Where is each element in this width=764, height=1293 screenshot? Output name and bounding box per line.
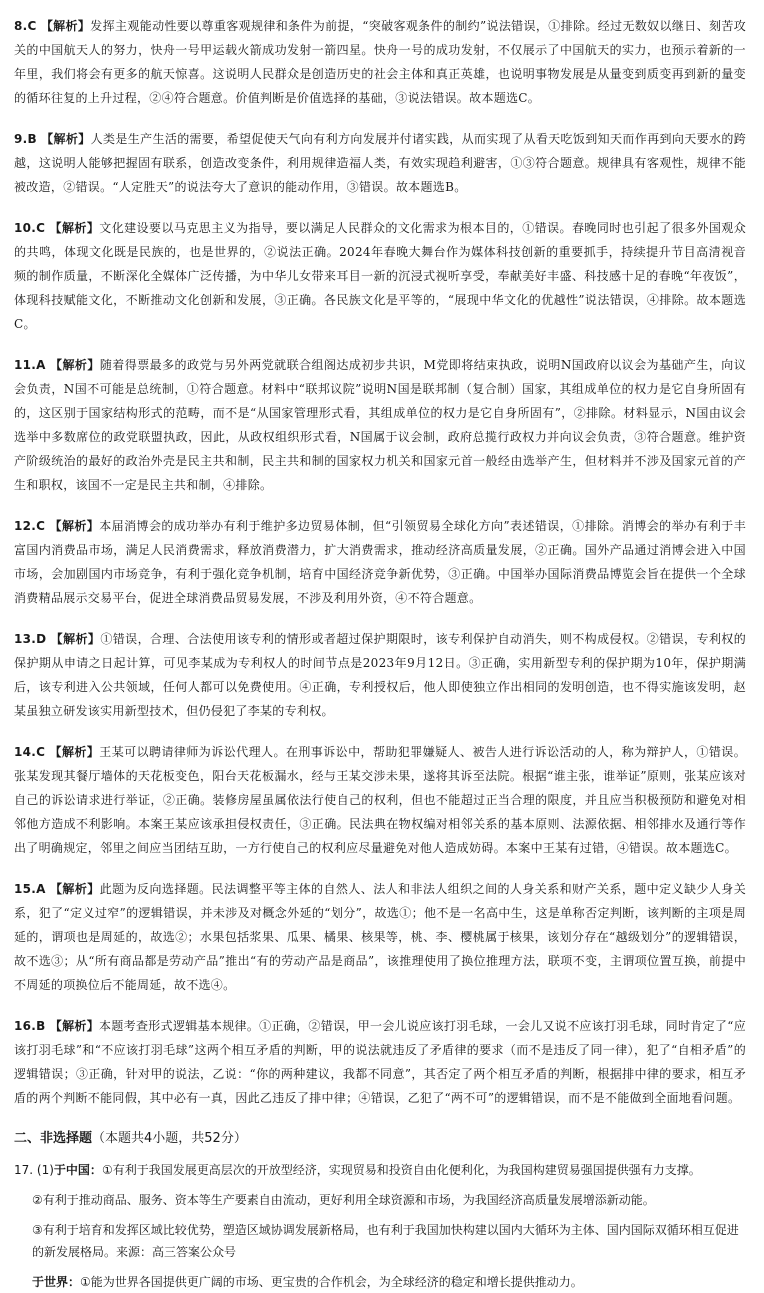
question-number: 14.C (14, 745, 46, 759)
world-label: 于世界： (32, 1275, 81, 1289)
part-number: (1) (36, 1163, 54, 1177)
analysis-text: 王某可以聘请律师为诉讼代理人。在刑事诉讼中，帮助犯罪嫌疑人、被告人进行诉讼活动的人，称为辩护人，①错误。张某发现其餐厅墙体的天花板变色，阳台天花板漏水，经与王某交涉未果，遂将其诉至法院。根据“谁主张，谁举证”原则，张某应该对自己的诉讼请求进行举证，②正确。装修房屋虽属依法行使自己的权利，但也不能超过正当合理的限度，并且应当积极预防和避免对相邻他方造成不利影响。本案王某应该承担侵权责任，③正确。民法典在物权编对相邻关系的基本原则、法源依据、相邻排水及通行等作出了明确规定，邻里之间应当团结互助，一方行使自己的权利应尽量避免对他人造成妨碍。本案中王某有过错，④错误。故本题选C。 (14, 745, 747, 855)
analysis-tag: 【解析】 (49, 745, 100, 759)
answer-q17 (14, 1159, 746, 1293)
q17-china-item-1 (14, 1159, 746, 1181)
analysis-tag: 【解析】 (40, 19, 91, 33)
answer-q16 (14, 1014, 746, 1110)
answer-q11 (14, 353, 746, 497)
analysis-tag: 【解析】 (50, 632, 101, 646)
china-item-text: ③有利于培育和发挥区域比较优势，塑造区域协调发展新格局，也有利于我国加快构建以国内大循环为主体、国内国际双循环相互促进的新发展格局。来源：高三答案公众号 (32, 1223, 739, 1259)
question-number: 11.A (14, 358, 46, 372)
analysis-text: 人类是生产生活的需要，希望促使天气向有利方向发展并付诸实践，从而实现了从看天吃饭到知天而作再到向天要水的跨越，这说明人能够把握固有联系，创造改变条件，利用规律造福人类，有效实现趋利避害，①③符合题意。规律具有客观性，规律不能被改造，②错误。“人定胜天”的说法夸大了意识的能动作用，③错误。故本题选B。 (14, 132, 746, 194)
analysis-tag: 【解析】 (50, 358, 100, 372)
section-note: （本题共4小题，共52分） (92, 1131, 247, 1146)
analysis-text: 本届消博会的成功举办有利于维护多边贸易体制，但“引领贸易全球化方向”表述错误，①排除。消博会的举办有利于丰富国内消费品市场，满足人民消费需求，释放消费潜力，扩大消费需求，推动经济高质量发展，②正确。国外产品通过消博会进入中国市场，会加剧国内市场竞争，有利于强化竞争机制，培育中国经济竞争新优势，③正确。中国举办国际消费品博览会旨在提供一个全球消费精品展示交易平台，促进全球消费品贸易发展，不涉及利用外资，④不符合题意。 (14, 519, 746, 605)
answer-q12 (14, 514, 746, 610)
china-item-text: ①有利于我国发展更高层次的开放型经济，实现贸易和投资自由化便利化，为我国构建贸易强国提供强有力支撑。 (101, 1163, 701, 1177)
answer-q8 (14, 14, 746, 110)
china-item-text: ②有利于推动商品、服务、资本等生产要素自由流动，更好利用全球资源和市场，为我国经济高质量发展增添新动能。 (32, 1193, 655, 1207)
question-number: 13.D (14, 632, 47, 646)
analysis-text: 随着得票最多的政党与另外两党就联合组阁达成初步共识，M党即将结束执政，说明N国政府以议会为基础产生，向议会负责，N国不可能是总统制，①符合题意。材料中“联邦议院”说明N国是联邦制（复合制）国家，其组成单位的权力是它自身所固有的，这区别于国家结构形式的范畴，而不是“从国家管理形式看，其组成单位的权力是它自身所固有”，②排除。材料显示，N国由议会选举中多数席位的政党联盟执政，因此，从政权组织形式看，N国属于议会制，政府总揽行政权力并向议会负责，③符合题意。维护资产阶级统治的最好的政治外壳是民主共和制，民主共和制的国家权力机关和国家元首一般经由选举产生，但材料并不涉及国家元首的产生和职权，该国不一定是民主共和制，④排除。 (14, 358, 746, 492)
question-number: 17. (14, 1163, 34, 1177)
analysis-tag: 【解析】 (49, 1019, 100, 1033)
question-number: 16.B (14, 1019, 46, 1033)
question-number: 15.A (14, 882, 46, 896)
analysis-text: 发挥主观能动性要以尊重客观规律和条件为前提，“突破客观条件的制约”说法错误，①排除。经过无数奴以继日、刻苦攻关的中国航天人的努力，快舟一号甲运载火箭成功发射一箭四星。快舟一号的成功发射，不仅展示了中国航天的实力，也预示着新的一年里，我们将会有更多的航天惊喜。这说明人民群众是创造历史的社会主体和真正英雄，也说明事物发展是从量变到质变再到新的量变的循环往复的上升过程，②④符合题意。价值判断是价值选择的基础，③说法错误。故本题选C。 (14, 19, 746, 105)
analysis-text: 本题考查形式逻辑基本规律。①正确，②错误，甲一会儿说应该打羽毛球，一会儿又说不应该打羽毛球，同时肯定了“应该打羽毛球”和“不应该打羽毛球”这两个相互矛盾的判断，甲的说法就违反了矛盾律的要求（而不是违反了同一律），犯了“自相矛盾”的逻辑错误；③正确，针对甲的说法，乙说：“你的两种建议，我都不同意”，其否定了两个相互矛盾的判断，根据排中律的要求，相互矛盾的两个判断不能同假，其中必有一真，因此乙违反了排中律；④错误，乙犯了“两不可”的逻辑错误，而不是不能做到全面地看问题。 (14, 1019, 746, 1105)
answer-q10 (14, 216, 746, 336)
answer-q13 (14, 627, 746, 723)
answer-q15 (14, 877, 746, 997)
q17-china-item-2 (14, 1189, 746, 1211)
analysis-tag: 【解析】 (49, 519, 100, 533)
question-number: 12.C (14, 519, 46, 533)
q17-world-item (14, 1271, 746, 1293)
q17-china-item-3 (14, 1219, 746, 1263)
analysis-tag: 【解析】 (50, 882, 100, 896)
analysis-text: 此题为反向选择题。民法调整平等主体的自然人、法人和非法人组织之间的人身关系和财产关系，题中定义缺少人身关系，犯了“定义过窄”的逻辑错误，并未涉及对概念外延的“划分”，故选①；他不是一名高中生，这是单称否定判断，该判断的主项是周延的，谓项也是周延的，故选②；水果包括浆果、瓜果、橘果、核果等，桃、李、樱桃属于核果，该划分存在“越级划分”的逻辑错误，故不选③；从“所有商品都是劳动产品”推出“有的劳动产品是商品”，该推理使用了换位推理方法，联项不变，主谓项位置互换，前提中不周延的项换位后不能周延，故不选④。 (14, 882, 746, 992)
section-title: 二、非选择题 (14, 1131, 93, 1146)
analysis-text: 文化建设要以马克思主义为指导，要以满足人民群众的文化需求为根本目的，①错误。春晚同时也引起了很多外国观众的共鸣，体现文化既是民族的，也是世界的，②说法正确。2024年春晚大舞台作为媒体科技创新的重要抓手，持续提升节目高清视音频的制作质量，不断深化全媒体广泛传播，为中华儿女带来耳目一新的沉浸式视听享受，奉献美好丰盛、科技感十足的春晚“年夜饭”，体现科技赋能文化，不断推动文化创新和发展，③正确。各民族文化是平等的，“展现中华文化的优越性”说法错误，④排除。故本题选C。 (14, 221, 747, 331)
world-item-text: ①能为世界各国提供更广阔的市场、更宝贵的合作机会，为全球经济的稳定和增长提供推动力。 (80, 1275, 583, 1289)
china-label: 于中国： (53, 1163, 102, 1177)
analysis-tag: 【解析】 (41, 132, 91, 146)
question-number: 8.C (14, 19, 37, 33)
question-number: 10.C (14, 221, 46, 235)
answer-q14 (14, 740, 746, 860)
section-heading (14, 1127, 746, 1151)
answer-q9 (14, 127, 746, 199)
question-list (14, 14, 746, 1110)
analysis-tag: 【解析】 (49, 221, 100, 235)
question-number: 9.B (14, 132, 37, 146)
analysis-text: ①错误，合理、合法使用该专利的情形或者超过保护期限时，该专利保护自动消失，则不构成侵权。②错误，专利权的保护期从申请之日起计算，可见李某成为专利权人的时间节点是2023年9月12日。③正确，实用新型专利的保护期为10年，保护期满后，该专利进入公共领域，任何人都可以免费使用。④正确，专利授权后，他人即使独立作出相同的发明创造，也不得实施该发明，赵某虽独立研发该实用新型技术，但仍侵犯了李某的专利权。 (14, 632, 746, 718)
